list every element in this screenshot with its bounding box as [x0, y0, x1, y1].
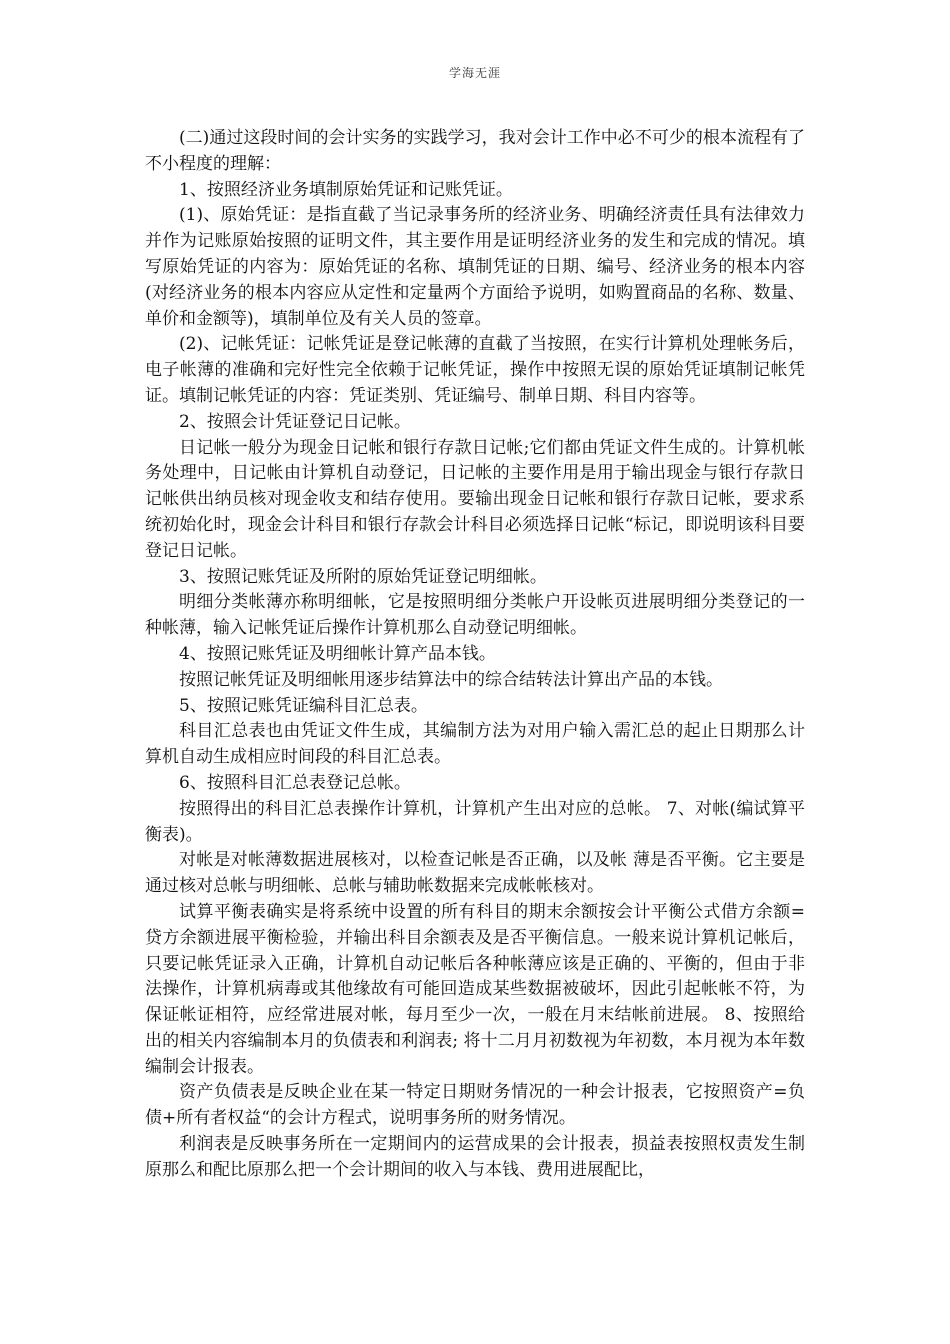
paragraph: 5、按照记账凭证编科目汇总表。 — [179, 695, 428, 716]
paragraph: 4、按照记账凭证及明细帐计算产品本钱。 — [179, 643, 496, 664]
page-header: 学海无涯 — [448, 66, 501, 80]
document-body — [145, 126, 805, 1184]
paragraph: 科目汇总表也由凭证文件生成，其编制方法为对用户输入需汇总的起止日期那么计算机自动生成相应时间段的科目汇总表。 — [145, 721, 805, 768]
paragraph: 试算平衡表确实是将系统中设置的所有科目的期末余额按会计平衡公式借方余额=贷方余额进展平衡检验，并输出科目余额表及是否平衡信息。一般来说计算机记帐后，只要记帐凭证录入正确，计算机自动记帐后各种帐薄应该是正确的、平衡的，但由于非法操作，计算机病毒或其他缘故有可能回造成某些数据被破坏，因此引起帐帐不符，为保证帐证相符，应经常进展对帐，每月至少一次，一般在月末结帐前进展。 8、按照给出的相关内容编制本月的负债表和利润表; 将十二月月初数视为年初数，本月视为本年数编制会计报表。 — [145, 901, 805, 1077]
paragraph: 2、按照会计凭证登记日记帐。 — [179, 411, 411, 432]
paragraph: (2)、记帐凭证：记帐凭证是登记帐薄的直截了当按照，在实行计算机处理帐务后，电子帐薄的准确和完好性完全依赖于记帐凭证，操作中按照无误的原始凭证填制记帐凭证。填制记帐凭证的内容：凭证类别、凭证编号、制单日期、科目内容等。 — [145, 334, 805, 406]
paragraph: 6、按照科目汇总表登记总帐。 — [179, 772, 411, 793]
paragraph: (二)通过这段时间的会计实务的实践学习，我对会计工作中必不可少的根本流程有了不小程度的理解： — [145, 128, 805, 174]
paragraph: 按照得出的科目汇总表操作计算机，计算机产生出对应的总帐。 7、对帐(编试算平衡表)。 — [145, 798, 805, 845]
paragraph: 1、按照经济业务填制原始凭证和记账凭证。 — [179, 179, 513, 200]
paragraph: 对帐是对帐薄数据进展核对，以检查记帐是否正确，以及帐 薄是否平衡。它主要是通过核对总帐与明细帐、总帐与辅助帐数据来完成帐帐核对。 — [145, 850, 805, 897]
paragraph: 3、按照记账凭证及所附的原始凭证登记明细帐。 — [179, 566, 547, 587]
paragraph: 利润表是反映事务所在一定期间内的运营成果的会计报表，损益表按照权责发生制原那么和配比原那么把一个会计期间的收入与本钱、费用进展配比， — [145, 1134, 805, 1180]
paragraph: 资产负债表是反映企业在某一特定日期财务情况的一种会计报表，它按照资产=负债+所有者权益“的会计方程式，说明事务所的财务情况。 — [145, 1082, 805, 1129]
paragraph: 按照记帐凭证及明细帐用逐步结算法中的综合结转法计算出产品的本钱。 — [179, 669, 723, 690]
paragraph: (1)、原始凭证：是指直截了当记录事务所的经济业务、明确经济责任具有法律效力并作为记账原始按照的证明文件，其主要作用是证明经济业务的发生和完成的情况。填写原始凭证的内容为：原始凭证的名称、填制凭证的日期、编号、经济业务的根本内容(对经济业务的根本内容应从定性和定量两个方面给予说明，如购置商品的名称、数量、单价和金额等)，填制单位及有关人员的签章。 — [145, 205, 805, 329]
paragraph: 日记帐一般分为现金日记帐和银行存款日记帐;它们都由凭证文件生成的。计算机帐务处理中，日记帐由计算机自动登记，日记帐的主要作用是用于输出现金与银行存款日记帐供出纳员核对现金收支和结存使用。要输出现金日记帐和银行存款日记帐，要求系统初始化时，现金会计科目和银行存款会计科目必须选择日记帐“标记，即说明该科目要登记日记帐。 — [145, 437, 805, 561]
paragraph: 明细分类帐薄亦称明细帐，它是按照明细分类帐户开设帐页进展明细分类登记的一种帐薄，输入记帐凭证后操作计算机那么自动登记明细帐。 — [145, 592, 805, 639]
